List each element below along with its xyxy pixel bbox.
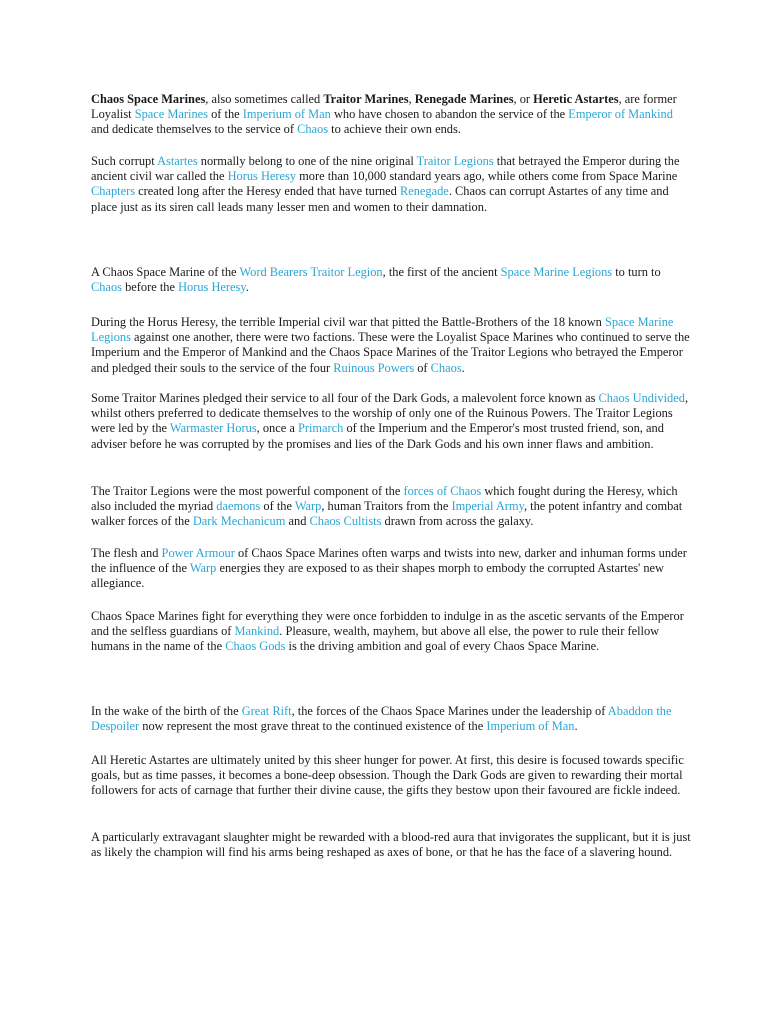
text-run: to turn to xyxy=(612,265,661,279)
wiki-link[interactable]: Ruinous Powers xyxy=(333,360,415,375)
paragraph-word-bearers-caption xyxy=(91,265,691,295)
wiki-link[interactable]: Great Rift xyxy=(241,704,292,718)
text-run: of xyxy=(414,360,431,375)
wiki-link[interactable]: Imperial Army xyxy=(451,499,524,514)
text-run: created long after the Heresy ended that have turned xyxy=(135,184,400,199)
text-run: All Heretic Astartes are ultimately united by this sheer hunger for power. At first, this desire is focused towards specific goals, but as time passes, it becomes a bone-deep obsession. Though the Dark Gods are given to rewarding their mortal followers for acts of carnage that further their divine cause, the gifts they bestow upon their favoured are fickle indeed. xyxy=(91,753,684,798)
paragraph-horus-heresy xyxy=(91,315,691,376)
text-run: before the xyxy=(121,280,179,295)
text-run: , the forces of the Chaos Space Marines under the leadership of xyxy=(291,704,608,718)
text-run: Chaos Space Marines fight for everything they were once forbidden to indulge in as the ascetic servants of the Emperor and the selfless guardians of xyxy=(91,609,684,639)
text-run: more than 10,000 standard years ago, while others come from Space Marine xyxy=(296,169,678,184)
text-run: against one another, there were two factions. These were the Loyalist Space Marines who continued to serve the Imperium and the Emperor of Mankind and the Chaos Space Marines of the Traitor Legions who betrayed the Emperor and pledged their souls to the service of the four xyxy=(91,330,690,375)
text-run: During the Horus Heresy, the terrible Imperial civil war that pitted the Battle-Brothers of the 18 known xyxy=(91,315,605,329)
paragraph-hunger-for-power xyxy=(91,753,691,799)
text-run: , the first of the ancient xyxy=(382,265,501,279)
wiki-link[interactable]: Space Marine Legions xyxy=(500,265,613,279)
wiki-link[interactable]: Imperium of Man xyxy=(242,107,331,122)
bold-term: Heretic Astartes xyxy=(533,92,619,106)
text-run: . xyxy=(574,719,578,734)
text-run: who have chosen to abandon the service of the xyxy=(330,107,569,122)
bold-term: Chaos Space Marines xyxy=(91,92,206,106)
text-run: , the potent infantry and combat walker forces of the xyxy=(91,499,683,529)
text-run: of the Imperium and the Emperor's most trusted friend, son, and adviser before he was corrupted by the promises and lies of the Dark Gods and his own inner flaws and ambition. xyxy=(91,421,664,451)
text-run: . xyxy=(245,280,249,295)
wiki-link[interactable]: daemons xyxy=(216,499,261,514)
text-run: , are former Loyalist xyxy=(91,92,677,122)
wiki-link[interactable]: Space Marines xyxy=(134,107,209,122)
wiki-link[interactable]: Horus Heresy xyxy=(178,280,246,295)
wiki-link[interactable]: Chaos xyxy=(297,122,329,137)
bold-term: Traitor Marines xyxy=(323,92,409,106)
text-run: is the driving ambition and goal of every Chaos Space Marine. xyxy=(285,639,600,654)
text-run: . Chaos can corrupt Astartes of any time and place just as its siren call leads many lesser men and women to their damnation. xyxy=(91,184,669,214)
wiki-link[interactable]: Chaos Undivided xyxy=(598,391,685,405)
wiki-link[interactable]: Traitor Legions xyxy=(416,154,494,168)
text-run: of the xyxy=(208,107,243,122)
text-run: A particularly extravagant slaughter might be rewarded with a blood-red aura that invigorates the supplicant, but it is just as likely the champion will find his arms being reshaped as axes of bone, or that he has the face of a slavering hound. xyxy=(91,830,691,860)
wiki-link[interactable]: Chapters xyxy=(91,184,136,199)
text-run: The flesh and xyxy=(91,546,162,560)
wiki-link[interactable]: forces of Chaos xyxy=(403,484,482,498)
text-run: Such corrupt xyxy=(91,154,158,168)
paragraph-corrupt-astartes xyxy=(91,154,691,215)
paragraph-intro xyxy=(91,92,691,138)
text-run: . xyxy=(461,360,465,375)
wiki-link[interactable]: Horus Heresy xyxy=(227,169,297,184)
text-run: to achieve their own ends. xyxy=(328,122,461,137)
paragraph-power-armour xyxy=(91,546,691,592)
text-run: In the wake of the birth of the xyxy=(91,704,242,718)
wiki-link[interactable]: Imperium of Man xyxy=(486,719,575,734)
text-run: that betrayed the Emperor during the ancient civil war called the xyxy=(91,154,680,184)
text-run: . Pleasure, wealth, mayhem, but above all else, the power to rule their fellow humans in the name of the xyxy=(91,624,660,654)
text-run: , or xyxy=(513,92,534,106)
text-run: , xyxy=(408,92,415,106)
paragraph-slaughter-rewards xyxy=(91,830,691,860)
paragraph-forces-of-chaos xyxy=(91,484,691,530)
wiki-link[interactable]: Dark Mechanicum xyxy=(192,514,286,529)
wiki-link[interactable]: Chaos xyxy=(430,360,462,375)
wiki-link[interactable]: Warp xyxy=(294,499,322,514)
text-run: of Chaos Space Marines often warps and twists into new, darker and inhuman forms under the influence of the xyxy=(91,546,687,576)
text-run: , once a xyxy=(256,421,298,436)
wiki-link[interactable]: Warmaster Horus xyxy=(169,421,257,436)
wiki-link[interactable]: Renegade xyxy=(399,184,449,199)
wiki-link[interactable]: Chaos xyxy=(91,280,122,295)
text-run: and xyxy=(285,514,310,529)
paragraph-chaos-undivided xyxy=(91,391,691,452)
text-run: energies they are exposed to as their shapes morph to embody the corrupted Astartes' new allegiance. xyxy=(91,561,664,591)
text-run: , also sometimes called xyxy=(205,92,324,106)
text-run: normally belong to one of the nine original xyxy=(197,154,417,168)
wiki-link[interactable]: Mankind xyxy=(234,624,280,639)
wiki-link[interactable]: Astartes xyxy=(157,154,198,168)
wiki-link[interactable]: Space Marine Legions xyxy=(91,315,674,345)
text-run: which fought during the Heresy, which also included the myriad xyxy=(91,484,678,514)
wiki-link[interactable]: Power Armour xyxy=(161,546,235,560)
wiki-link[interactable]: Chaos Cultists xyxy=(309,514,382,529)
wiki-link[interactable]: Emperor of Mankind xyxy=(568,107,673,122)
wiki-link[interactable]: Abaddon the Despoiler xyxy=(91,704,672,734)
wiki-link[interactable]: Word Bearers Traitor Legion xyxy=(239,265,383,279)
paragraph-great-rift xyxy=(91,704,691,734)
bold-term: Renegade Marines xyxy=(414,92,514,106)
text-run: and dedicate themselves to the service of xyxy=(91,122,298,137)
text-run: The Traitor Legions were the most powerful component of the xyxy=(91,484,404,498)
text-run: , human Traitors from the xyxy=(321,499,452,514)
text-run: , whilst others preferred to dedicate themselves to the worship of only one of the Ruinous Powers. The Traitor Legions were led by the xyxy=(91,391,689,436)
text-run: of the xyxy=(260,499,295,514)
text-run: Some Traitor Marines pledged their service to all four of the Dark Gods, a malevolent force known as xyxy=(91,391,599,405)
wiki-link[interactable]: Primarch xyxy=(297,421,344,436)
text-run: A Chaos Space Marine of the xyxy=(91,265,240,279)
paragraph-ambition xyxy=(91,609,691,655)
wiki-link[interactable]: Chaos Gods xyxy=(225,639,286,654)
text-run: now represent the most grave threat to the continued existence of the xyxy=(139,719,487,734)
text-run: drawn from across the galaxy. xyxy=(381,514,534,529)
wiki-link[interactable]: Warp xyxy=(189,561,217,576)
